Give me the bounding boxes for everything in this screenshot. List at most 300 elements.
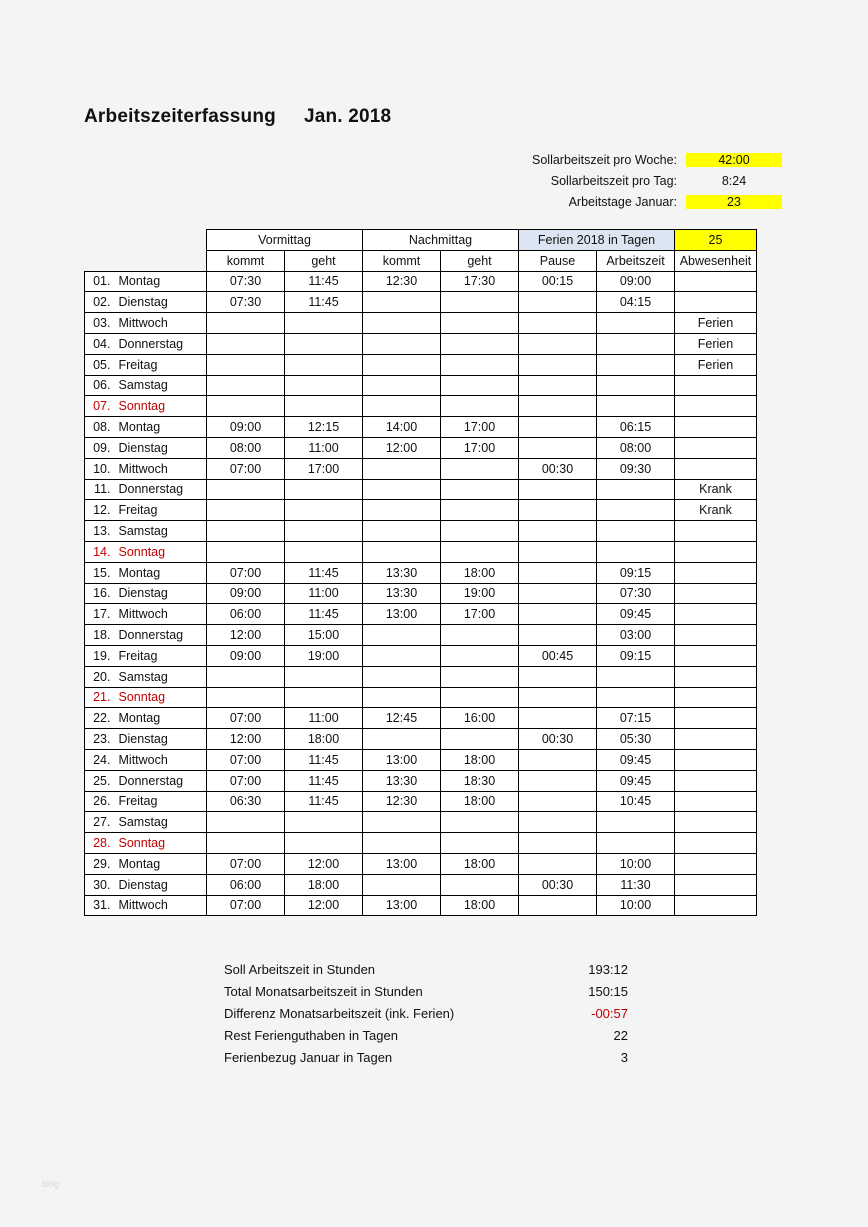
- cell-weekday: Mittwoch: [115, 313, 207, 334]
- cell-arbeitszeit[interactable]: 10:00: [597, 853, 675, 874]
- cell-kommt-vormittag[interactable]: 06:00: [207, 604, 285, 625]
- cell-weekday: Samstag: [115, 666, 207, 687]
- cell-pause[interactable]: [519, 437, 597, 458]
- cell-kommt-nachmittag[interactable]: [363, 354, 441, 375]
- cell-geht-vormittag[interactable]: 11:00: [285, 708, 363, 729]
- cell-arbeitszeit[interactable]: 07:15: [597, 708, 675, 729]
- table-row: [85, 749, 757, 770]
- cell-kommt-nachmittag[interactable]: 12:30: [363, 271, 441, 292]
- top-summary-value[interactable]: 8:24: [721, 174, 747, 188]
- table-row: [85, 895, 757, 916]
- cell-kommt-vormittag[interactable]: 06:30: [207, 791, 285, 812]
- table-row: [85, 333, 757, 354]
- cell-geht-vormittag[interactable]: 12:00: [285, 895, 363, 916]
- cell-day-number: 04.: [85, 333, 115, 354]
- cell-geht-nachmittag[interactable]: [441, 812, 519, 833]
- cell-kommt-nachmittag[interactable]: 12:30: [363, 791, 441, 812]
- cell-arbeitszeit[interactable]: 10:45: [597, 791, 675, 812]
- cell-pause[interactable]: [519, 583, 597, 604]
- cell-kommt-vormittag[interactable]: 07:30: [207, 271, 285, 292]
- table-head: [85, 230, 757, 272]
- cell-geht-vormittag[interactable]: [285, 479, 363, 500]
- cell-abwesenheit[interactable]: [675, 666, 757, 687]
- title-text: Arbeitszeiterfassung: [84, 106, 276, 127]
- cell-day-number: 07.: [85, 396, 115, 417]
- cell-abwesenheit[interactable]: [675, 770, 757, 791]
- cell-geht-vormittag[interactable]: [285, 500, 363, 521]
- cell-pause[interactable]: [519, 396, 597, 417]
- cell-abwesenheit[interactable]: [675, 645, 757, 666]
- cell-arbeitszeit[interactable]: [597, 833, 675, 854]
- top-summary-value[interactable]: 23: [686, 195, 782, 209]
- cell-kommt-vormittag[interactable]: 06:00: [207, 874, 285, 895]
- cell-pause[interactable]: [519, 895, 597, 916]
- top-summary-label: Arbeitstage Januar:: [568, 195, 677, 209]
- cell-geht-vormittag[interactable]: [285, 812, 363, 833]
- cell-kommt-vormittag[interactable]: [207, 812, 285, 833]
- page-title: [84, 106, 391, 128]
- cell-weekday: Sonntag: [115, 833, 207, 854]
- cell-kommt-nachmittag[interactable]: [363, 500, 441, 521]
- cell-arbeitszeit[interactable]: [597, 812, 675, 833]
- cell-abwesenheit[interactable]: [675, 853, 757, 874]
- cell-arbeitszeit[interactable]: 05:30: [597, 729, 675, 750]
- cell-arbeitszeit[interactable]: [597, 354, 675, 375]
- cell-arbeitszeit[interactable]: [597, 521, 675, 542]
- cell-kommt-nachmittag[interactable]: [363, 833, 441, 854]
- cell-geht-nachmittag[interactable]: [441, 521, 519, 542]
- table-row: [85, 583, 757, 604]
- cell-geht-vormittag[interactable]: 12:00: [285, 853, 363, 874]
- cell-geht-nachmittag[interactable]: 16:00: [441, 708, 519, 729]
- cell-weekday: Montag: [115, 562, 207, 583]
- cell-pause[interactable]: [519, 833, 597, 854]
- cell-arbeitszeit[interactable]: [597, 541, 675, 562]
- cell-geht-vormittag[interactable]: 11:45: [285, 770, 363, 791]
- cell-arbeitszeit[interactable]: [597, 500, 675, 521]
- cell-kommt-nachmittag[interactable]: 13:30: [363, 770, 441, 791]
- cell-kommt-vormittag[interactable]: 07:30: [207, 292, 285, 313]
- cell-pause[interactable]: [519, 812, 597, 833]
- cell-geht-vormittag[interactable]: [285, 396, 363, 417]
- cell-arbeitszeit[interactable]: 06:15: [597, 417, 675, 438]
- cell-kommt-nachmittag[interactable]: [363, 521, 441, 542]
- cell-geht-vormittag[interactable]: [285, 687, 363, 708]
- cell-pause[interactable]: 00:45: [519, 645, 597, 666]
- cell-geht-nachmittag[interactable]: 17:00: [441, 437, 519, 458]
- cell-abwesenheit[interactable]: [675, 625, 757, 646]
- cell-geht-nachmittag[interactable]: [441, 458, 519, 479]
- cell-weekday: Mittwoch: [115, 749, 207, 770]
- table-row: [85, 729, 757, 750]
- cell-pause[interactable]: [519, 708, 597, 729]
- cell-weekday: Freitag: [115, 645, 207, 666]
- cell-day-number: 20.: [85, 666, 115, 687]
- cell-kommt-nachmittag[interactable]: 13:00: [363, 604, 441, 625]
- cell-kommt-nachmittag[interactable]: [363, 479, 441, 500]
- top-summary: [362, 150, 782, 213]
- cell-kommt-vormittag[interactable]: 07:00: [207, 895, 285, 916]
- bottom-summary: [224, 958, 628, 1068]
- cell-kommt-vormittag[interactable]: [207, 521, 285, 542]
- cell-arbeitszeit[interactable]: 10:00: [597, 895, 675, 916]
- cell-kommt-vormittag[interactable]: 07:00: [207, 853, 285, 874]
- table-row: [85, 791, 757, 812]
- cell-abwesenheit[interactable]: [675, 417, 757, 438]
- cell-geht-vormittag[interactable]: 18:00: [285, 874, 363, 895]
- watermark: blog: [42, 1179, 60, 1189]
- cell-geht-nachmittag[interactable]: [441, 687, 519, 708]
- cell-arbeitszeit[interactable]: 11:30: [597, 874, 675, 895]
- bottom-summary-row: [224, 958, 628, 980]
- cell-abwesenheit[interactable]: [675, 791, 757, 812]
- cell-kommt-vormittag[interactable]: [207, 500, 285, 521]
- table-row: [85, 708, 757, 729]
- cell-pause[interactable]: [519, 541, 597, 562]
- cell-pause[interactable]: [519, 500, 597, 521]
- cell-geht-nachmittag[interactable]: [441, 292, 519, 313]
- cell-abwesenheit[interactable]: [675, 708, 757, 729]
- cell-kommt-vormittag[interactable]: 12:00: [207, 625, 285, 646]
- cell-kommt-vormittag[interactable]: [207, 541, 285, 562]
- cell-pause[interactable]: [519, 625, 597, 646]
- cell-weekday: Samstag: [115, 375, 207, 396]
- cell-weekday: Samstag: [115, 521, 207, 542]
- cell-pause[interactable]: [519, 479, 597, 500]
- cell-geht-nachmittag[interactable]: 19:00: [441, 583, 519, 604]
- cell-pause[interactable]: 00:30: [519, 874, 597, 895]
- cell-abwesenheit[interactable]: Ferien: [675, 333, 757, 354]
- cell-weekday: Mittwoch: [115, 604, 207, 625]
- cell-geht-nachmittag[interactable]: [441, 313, 519, 334]
- cell-pause[interactable]: [519, 562, 597, 583]
- cell-arbeitszeit[interactable]: 09:30: [597, 458, 675, 479]
- cell-kommt-nachmittag[interactable]: [363, 292, 441, 313]
- table-row: [85, 666, 757, 687]
- cell-kommt-vormittag[interactable]: [207, 313, 285, 334]
- cell-arbeitszeit[interactable]: 03:00: [597, 625, 675, 646]
- cell-geht-vormittag[interactable]: [285, 375, 363, 396]
- cell-geht-nachmittag[interactable]: 18:30: [441, 770, 519, 791]
- cell-kommt-nachmittag[interactable]: 13:00: [363, 749, 441, 770]
- cell-kommt-nachmittag[interactable]: 13:00: [363, 895, 441, 916]
- cell-kommt-vormittag[interactable]: 07:00: [207, 458, 285, 479]
- cell-weekday: Montag: [115, 271, 207, 292]
- bottom-summary-label: Soll Arbeitszeit in Stunden: [224, 961, 376, 977]
- cell-pause[interactable]: [519, 521, 597, 542]
- cell-geht-nachmittag[interactable]: [441, 874, 519, 895]
- cell-kommt-nachmittag[interactable]: [363, 375, 441, 396]
- cell-geht-vormittag[interactable]: 12:15: [285, 417, 363, 438]
- cell-geht-nachmittag[interactable]: [441, 729, 519, 750]
- cell-geht-nachmittag[interactable]: [441, 375, 519, 396]
- cell-pause[interactable]: 00:15: [519, 271, 597, 292]
- table-row: [85, 521, 757, 542]
- cell-geht-vormittag[interactable]: 11:45: [285, 749, 363, 770]
- table-row: [85, 458, 757, 479]
- cell-kommt-nachmittag[interactable]: 12:00: [363, 437, 441, 458]
- cell-abwesenheit[interactable]: [675, 812, 757, 833]
- cell-arbeitszeit[interactable]: [597, 666, 675, 687]
- cell-abwesenheit[interactable]: [675, 521, 757, 542]
- cell-geht-nachmittag[interactable]: [441, 354, 519, 375]
- cell-geht-vormittag[interactable]: 11:45: [285, 271, 363, 292]
- cell-arbeitszeit[interactable]: 09:15: [597, 645, 675, 666]
- cell-pause[interactable]: [519, 853, 597, 874]
- group-header-ferien-label: Ferien 2018 in Tagen: [519, 230, 675, 251]
- table-row: [85, 396, 757, 417]
- cell-pause[interactable]: [519, 791, 597, 812]
- cell-abwesenheit[interactable]: [675, 458, 757, 479]
- title-month: Jan. 2018: [303, 106, 392, 127]
- cell-weekday: Sonntag: [115, 396, 207, 417]
- cell-day-number: 08.: [85, 417, 115, 438]
- cell-abwesenheit[interactable]: Ferien: [675, 354, 757, 375]
- cell-geht-vormittag[interactable]: 11:45: [285, 292, 363, 313]
- cell-geht-vormittag[interactable]: 11:45: [285, 791, 363, 812]
- table-row: [85, 687, 757, 708]
- cell-geht-nachmittag[interactable]: [441, 500, 519, 521]
- cell-kommt-nachmittag[interactable]: [363, 541, 441, 562]
- cell-kommt-nachmittag[interactable]: [363, 874, 441, 895]
- col-header-arbeitszeit: Arbeitszeit: [597, 250, 675, 271]
- cell-kommt-vormittag[interactable]: [207, 333, 285, 354]
- cell-pause[interactable]: [519, 333, 597, 354]
- cell-geht-vormittag[interactable]: [285, 521, 363, 542]
- cell-kommt-vormittag[interactable]: [207, 687, 285, 708]
- cell-geht-vormittag[interactable]: 11:00: [285, 583, 363, 604]
- cell-geht-vormittag[interactable]: 17:00: [285, 458, 363, 479]
- cell-kommt-nachmittag[interactable]: 13:00: [363, 853, 441, 874]
- cell-abwesenheit[interactable]: [675, 375, 757, 396]
- cell-geht-vormittag[interactable]: [285, 313, 363, 334]
- cell-abwesenheit[interactable]: [675, 562, 757, 583]
- cell-kommt-vormittag[interactable]: 07:00: [207, 562, 285, 583]
- cell-geht-nachmittag[interactable]: 18:00: [441, 791, 519, 812]
- cell-day-number: 17.: [85, 604, 115, 625]
- cell-weekday: Montag: [115, 708, 207, 729]
- cell-geht-nachmittag[interactable]: [441, 396, 519, 417]
- cell-kommt-vormittag[interactable]: [207, 479, 285, 500]
- cell-arbeitszeit[interactable]: 04:15: [597, 292, 675, 313]
- group-header-vormittag: Vormittag: [207, 230, 363, 251]
- cell-arbeitszeit[interactable]: 08:00: [597, 437, 675, 458]
- table-row: [85, 417, 757, 438]
- table-row: [85, 292, 757, 313]
- cell-kommt-vormittag[interactable]: 12:00: [207, 729, 285, 750]
- bottom-summary-row: [224, 1046, 628, 1068]
- cell-abwesenheit[interactable]: [675, 749, 757, 770]
- col-header-kommt-vormittag: kommt: [207, 250, 285, 271]
- cell-geht-vormittag[interactable]: 11:45: [285, 562, 363, 583]
- cell-geht-vormittag[interactable]: 15:00: [285, 625, 363, 646]
- cell-weekday: Donnerstag: [115, 770, 207, 791]
- cell-geht-nachmittag[interactable]: 17:00: [441, 604, 519, 625]
- cell-geht-nachmittag[interactable]: [441, 479, 519, 500]
- cell-day-number: 19.: [85, 645, 115, 666]
- cell-pause[interactable]: 00:30: [519, 729, 597, 750]
- cell-arbeitszeit[interactable]: [597, 375, 675, 396]
- cell-kommt-vormittag[interactable]: [207, 666, 285, 687]
- col-header-abwesenheit: Abwesenheit: [675, 250, 757, 271]
- cell-pause[interactable]: [519, 687, 597, 708]
- cell-geht-nachmittag[interactable]: 18:00: [441, 562, 519, 583]
- cell-kommt-nachmittag[interactable]: [363, 812, 441, 833]
- cell-weekday: Dienstag: [115, 292, 207, 313]
- cell-abwesenheit[interactable]: [675, 833, 757, 854]
- cell-kommt-nachmittag[interactable]: [363, 396, 441, 417]
- cell-abwesenheit[interactable]: [675, 396, 757, 417]
- cell-kommt-vormittag[interactable]: [207, 833, 285, 854]
- cell-arbeitszeit[interactable]: 09:15: [597, 562, 675, 583]
- cell-kommt-vormittag[interactable]: 08:00: [207, 437, 285, 458]
- cell-day-number: 30.: [85, 874, 115, 895]
- col-header-kommt-nachmittag: kommt: [363, 250, 441, 271]
- table-row: [85, 853, 757, 874]
- cell-kommt-vormittag[interactable]: 07:00: [207, 708, 285, 729]
- cell-geht-nachmittag[interactable]: 18:00: [441, 895, 519, 916]
- bottom-summary-value: 3: [620, 1049, 628, 1065]
- cell-kommt-vormittag[interactable]: 09:00: [207, 583, 285, 604]
- cell-day-number: 05.: [85, 354, 115, 375]
- cell-abwesenheit[interactable]: Ferien: [675, 313, 757, 334]
- cell-arbeitszeit[interactable]: [597, 687, 675, 708]
- top-summary-row: [362, 150, 782, 170]
- cell-kommt-vormittag[interactable]: 07:00: [207, 749, 285, 770]
- table-row: [85, 271, 757, 292]
- cell-day-number: 21.: [85, 687, 115, 708]
- cell-geht-nachmittag[interactable]: [441, 333, 519, 354]
- cell-kommt-vormittag[interactable]: 07:00: [207, 770, 285, 791]
- cell-weekday: Donnerstag: [115, 625, 207, 646]
- cell-geht-vormittag[interactable]: [285, 541, 363, 562]
- cell-pause[interactable]: [519, 292, 597, 313]
- cell-geht-vormittag[interactable]: [285, 833, 363, 854]
- cell-day-number: 25.: [85, 770, 115, 791]
- cell-arbeitszeit[interactable]: 09:45: [597, 604, 675, 625]
- cell-kommt-vormittag[interactable]: 09:00: [207, 417, 285, 438]
- cell-kommt-vormittag[interactable]: 09:00: [207, 645, 285, 666]
- cell-weekday: Montag: [115, 417, 207, 438]
- cell-weekday: Mittwoch: [115, 458, 207, 479]
- cell-kommt-nachmittag[interactable]: [363, 333, 441, 354]
- cell-abwesenheit[interactable]: [675, 729, 757, 750]
- top-summary-label: Sollarbeitszeit pro Tag:: [550, 174, 677, 188]
- cell-geht-nachmittag[interactable]: 17:30: [441, 271, 519, 292]
- cell-kommt-nachmittag[interactable]: [363, 458, 441, 479]
- cell-abwesenheit[interactable]: [675, 292, 757, 313]
- cell-geht-nachmittag[interactable]: [441, 645, 519, 666]
- cell-arbeitszeit[interactable]: [597, 313, 675, 334]
- cell-geht-nachmittag[interactable]: [441, 541, 519, 562]
- cell-kommt-nachmittag[interactable]: 13:30: [363, 562, 441, 583]
- cell-arbeitszeit[interactable]: [597, 396, 675, 417]
- cell-pause[interactable]: [519, 375, 597, 396]
- cell-geht-vormittag[interactable]: [285, 666, 363, 687]
- cell-weekday: Sonntag: [115, 541, 207, 562]
- cell-pause[interactable]: [519, 770, 597, 791]
- cell-geht-vormittag[interactable]: [285, 354, 363, 375]
- cell-arbeitszeit[interactable]: 07:30: [597, 583, 675, 604]
- cell-abwesenheit[interactable]: Krank: [675, 479, 757, 500]
- cell-kommt-vormittag[interactable]: [207, 375, 285, 396]
- cell-abwesenheit[interactable]: [675, 271, 757, 292]
- cell-kommt-nachmittag[interactable]: [363, 687, 441, 708]
- top-summary-row: [362, 171, 782, 191]
- cell-abwesenheit[interactable]: [675, 437, 757, 458]
- cell-pause[interactable]: [519, 313, 597, 334]
- cell-kommt-nachmittag[interactable]: 12:45: [363, 708, 441, 729]
- cell-pause[interactable]: [519, 417, 597, 438]
- cell-abwesenheit[interactable]: [675, 583, 757, 604]
- cell-pause[interactable]: [519, 354, 597, 375]
- table-row: [85, 874, 757, 895]
- cell-weekday: Freitag: [115, 354, 207, 375]
- cell-kommt-vormittag[interactable]: [207, 396, 285, 417]
- cell-kommt-nachmittag[interactable]: [363, 645, 441, 666]
- cell-geht-nachmittag[interactable]: 17:00: [441, 417, 519, 438]
- cell-day-number: 22.: [85, 708, 115, 729]
- cell-arbeitszeit[interactable]: 09:45: [597, 749, 675, 770]
- cell-weekday: Donnerstag: [115, 333, 207, 354]
- cell-day-number: 24.: [85, 749, 115, 770]
- cell-kommt-nachmittag[interactable]: [363, 313, 441, 334]
- cell-abwesenheit[interactable]: [675, 895, 757, 916]
- cell-abwesenheit[interactable]: Krank: [675, 500, 757, 521]
- cell-abwesenheit[interactable]: [675, 874, 757, 895]
- table-row: [85, 812, 757, 833]
- cell-kommt-nachmittag[interactable]: 14:00: [363, 417, 441, 438]
- cell-arbeitszeit[interactable]: [597, 479, 675, 500]
- cell-geht-vormittag[interactable]: 11:00: [285, 437, 363, 458]
- cell-kommt-nachmittag[interactable]: [363, 666, 441, 687]
- cell-abwesenheit[interactable]: [675, 604, 757, 625]
- cell-weekday: Donnerstag: [115, 479, 207, 500]
- cell-arbeitszeit[interactable]: [597, 333, 675, 354]
- cell-geht-nachmittag[interactable]: [441, 625, 519, 646]
- cell-pause[interactable]: [519, 604, 597, 625]
- top-summary-value[interactable]: 42:00: [686, 153, 782, 167]
- cell-kommt-nachmittag[interactable]: [363, 729, 441, 750]
- table-row: [85, 604, 757, 625]
- cell-kommt-nachmittag[interactable]: [363, 625, 441, 646]
- table-row: [85, 375, 757, 396]
- cell-geht-vormittag[interactable]: 19:00: [285, 645, 363, 666]
- cell-abwesenheit[interactable]: [675, 687, 757, 708]
- table-body: [85, 271, 757, 916]
- cell-kommt-vormittag[interactable]: [207, 354, 285, 375]
- table-row: [85, 833, 757, 854]
- cell-kommt-nachmittag[interactable]: 13:30: [363, 583, 441, 604]
- cell-pause[interactable]: [519, 666, 597, 687]
- cell-geht-nachmittag[interactable]: [441, 833, 519, 854]
- cell-geht-nachmittag[interactable]: 18:00: [441, 749, 519, 770]
- cell-arbeitszeit[interactable]: 09:00: [597, 271, 675, 292]
- cell-arbeitszeit[interactable]: 09:45: [597, 770, 675, 791]
- cell-geht-nachmittag[interactable]: [441, 666, 519, 687]
- cell-geht-nachmittag[interactable]: 18:00: [441, 853, 519, 874]
- cell-geht-vormittag[interactable]: [285, 333, 363, 354]
- cell-day-number: 26.: [85, 791, 115, 812]
- bottom-summary-value: -00:57: [591, 1005, 628, 1021]
- cell-pause[interactable]: [519, 749, 597, 770]
- spacer-cell-day-2: [115, 250, 207, 271]
- cell-geht-vormittag[interactable]: 18:00: [285, 729, 363, 750]
- cell-geht-vormittag[interactable]: 11:45: [285, 604, 363, 625]
- cell-pause[interactable]: 00:30: [519, 458, 597, 479]
- cell-abwesenheit[interactable]: [675, 541, 757, 562]
- table-row: [85, 625, 757, 646]
